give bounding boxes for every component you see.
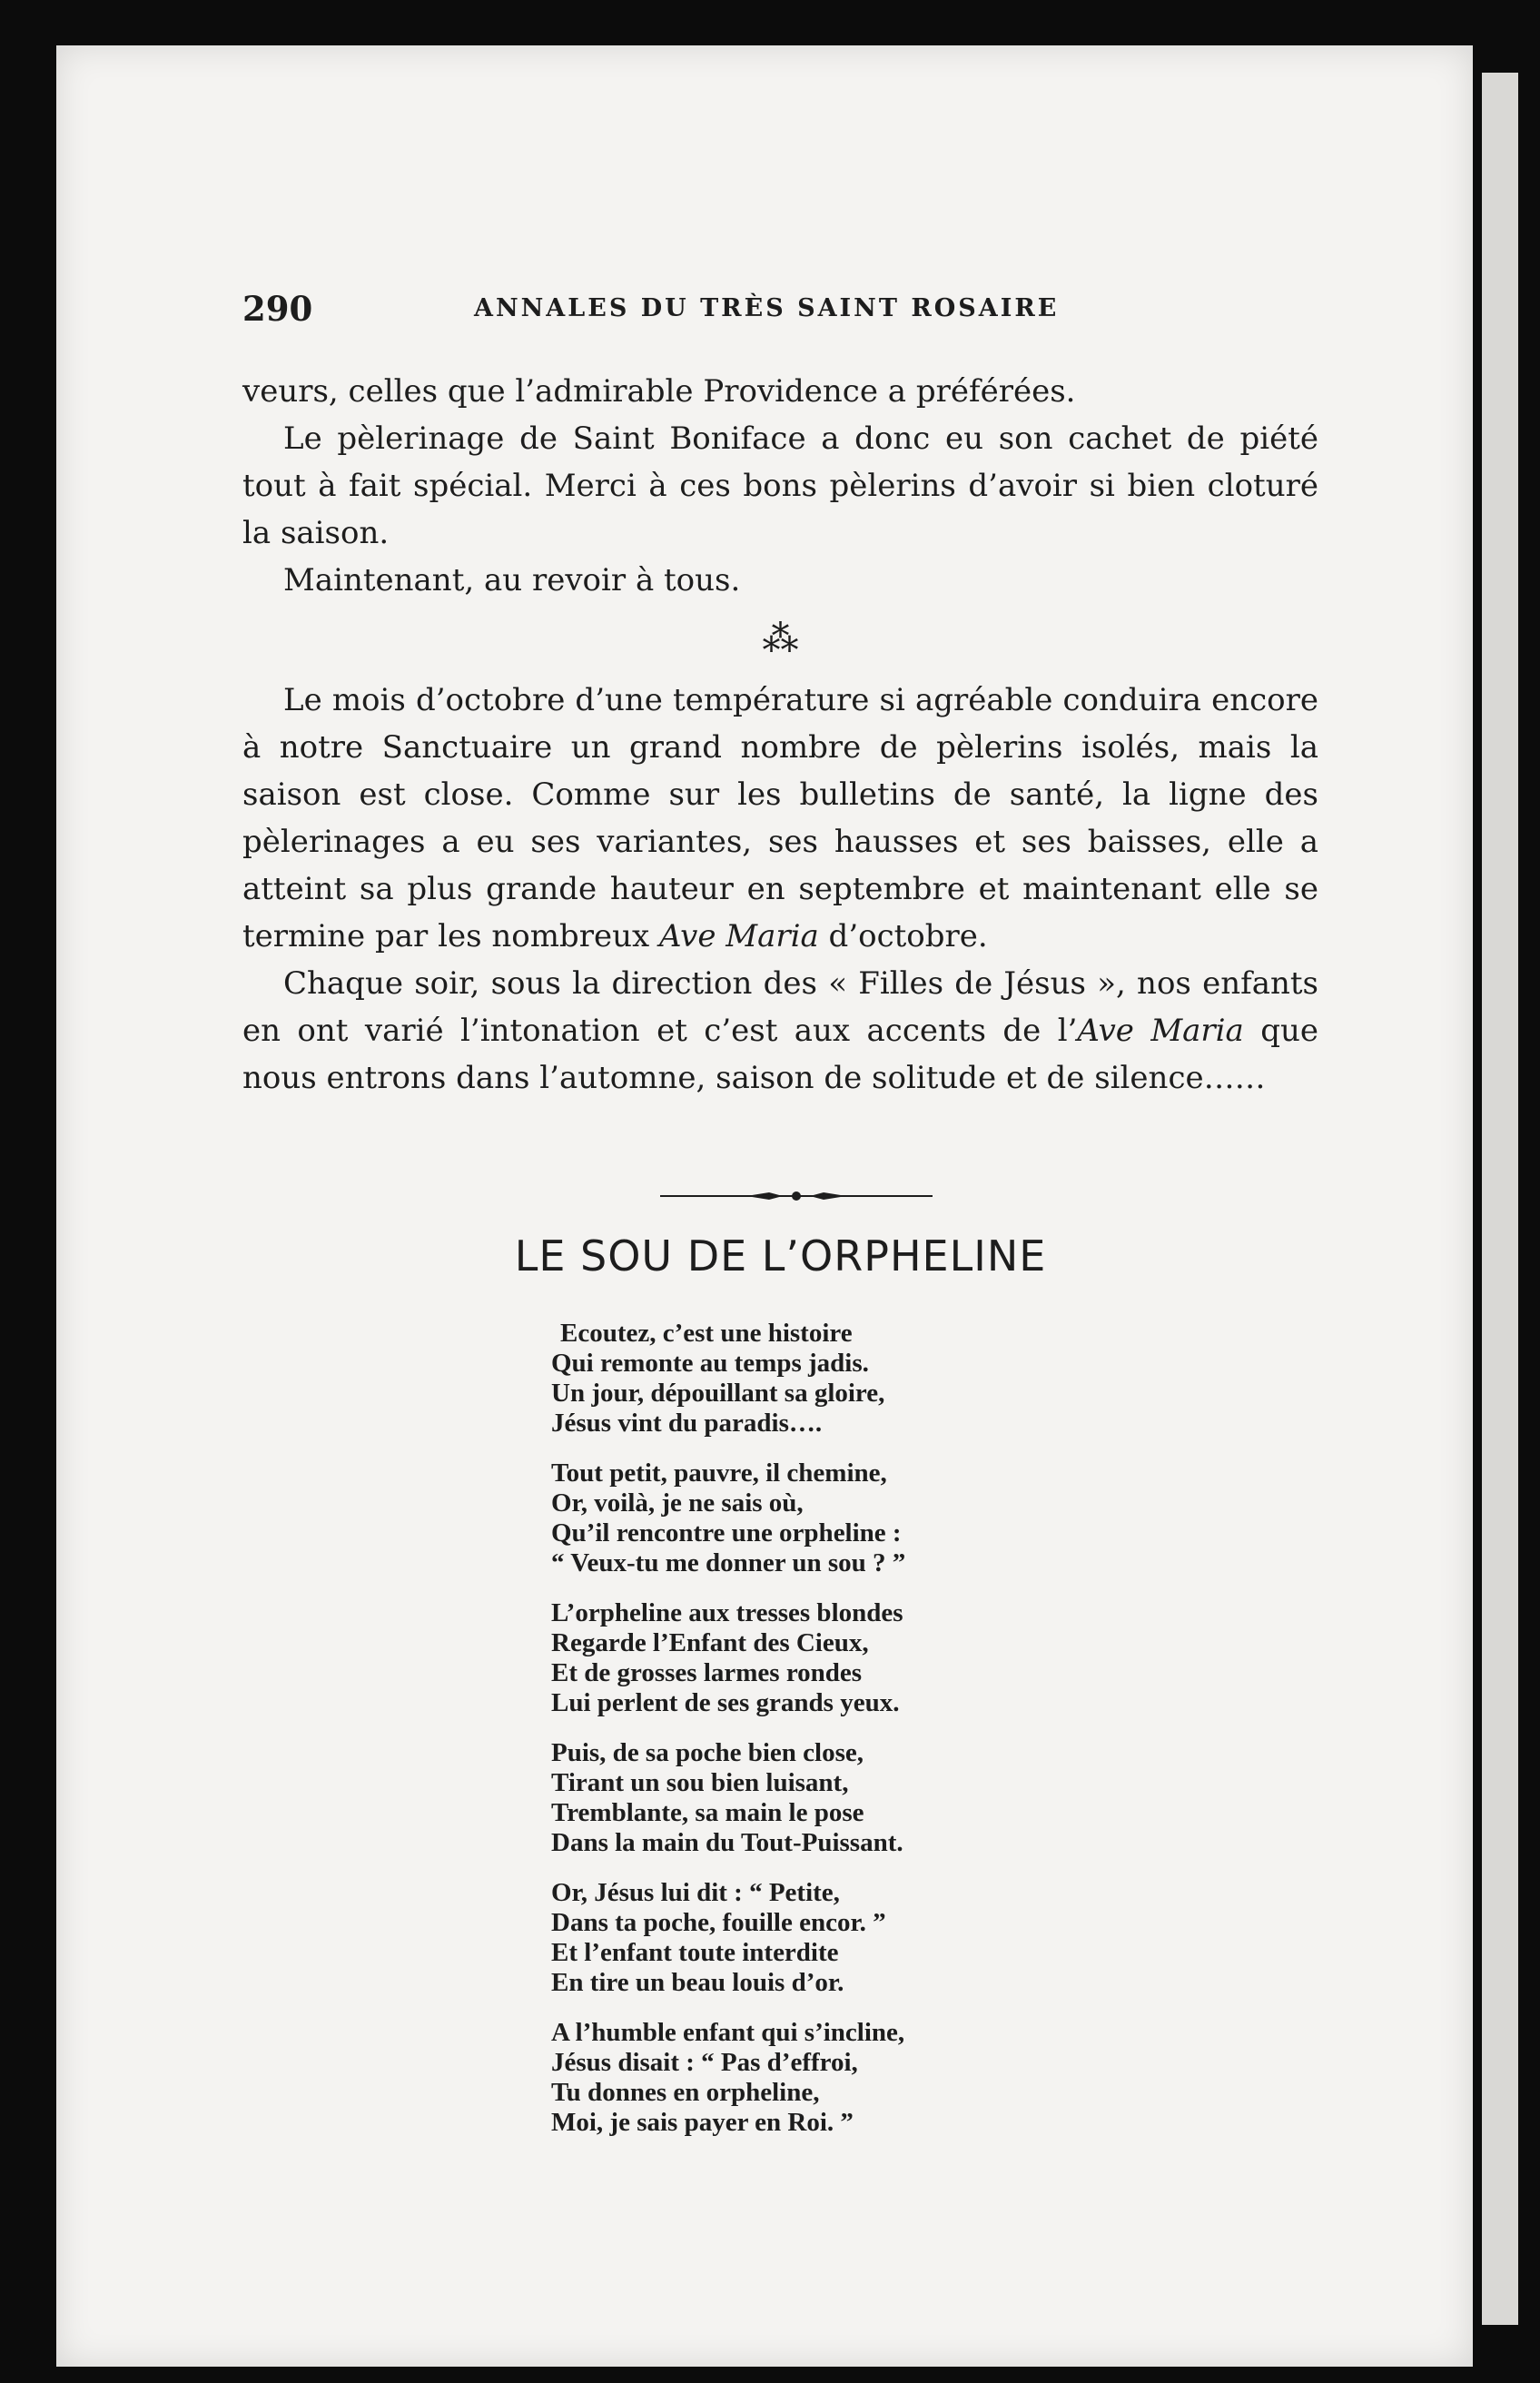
stanza (551, 2018, 1187, 2138)
asterism-separator: ⁂ (762, 618, 799, 660)
paragraph-5 (242, 960, 1318, 1102)
poem-line: L’orpheline aux tresses blondes (551, 1598, 903, 1627)
poem-line: Ecoutez, c’est une histoire (560, 1319, 853, 1348)
stanza (551, 1319, 1187, 1439)
ornament-divider-icon (660, 1192, 933, 1201)
poem-line: Tirant un sou bien luisant, (551, 1768, 849, 1797)
paragraph-4-italic: Ave Maria (658, 918, 819, 954)
poem-line: Qu’il rencontre une orpheline : (551, 1518, 902, 1547)
prose-body (242, 368, 1318, 1102)
paragraph-3: Maintenant, au revoir à tous. (283, 562, 741, 598)
poem-line: Qui remonte au temps jadis. (551, 1349, 869, 1378)
poem-line: Jésus disait : “ Pas d’effroi, (551, 2048, 858, 2077)
poem-line: Et de grosses larmes rondes (551, 1658, 863, 1687)
paragraph-5-italic: Ave Maria (1077, 1013, 1244, 1049)
poem-line: “ Veux-tu me donner un sou ? ” (551, 1548, 906, 1577)
poem-line: En tire un beau louis d’or. (551, 1968, 844, 1997)
paragraph-5-text-a: Chaque soir, sous la direction des « Filles de Jésus », nos enfants en ont varié l’intonation et c’est aux accents de l’ (242, 965, 1318, 1049)
poem-line: Et l’enfant toute interdite (551, 1938, 839, 1967)
stanza (551, 1738, 1187, 1858)
poem-line: Or, Jésus lui dit : “ Petite, (551, 1878, 840, 1907)
next-page-edge (1482, 73, 1518, 2325)
paragraph-5-text-b: que nous entrons dans l’automne, saison de solitude et de silence…… (242, 1013, 1319, 1096)
paragraph-1: veurs, celles que l’admirable Providence a préférées. (242, 373, 1076, 410)
page-number: 290 (242, 289, 313, 329)
poem-line: Dans la main du Tout-Puissant. (551, 1828, 903, 1857)
paragraph-4 (242, 677, 1318, 960)
running-head (242, 289, 1318, 343)
paragraph-4-text-a: Le mois d’octobre d’une température si agréable conduira encore à notre Sanctuaire un grand nombre de pèlerins isolés, mais la saison est close. Comme sur les bulletins de santé, la ligne des pèlerinages a eu ses variantes, ses hausses et ses baisses, elle a atteint sa plus grande hauteur en septembre et maintenant elle se termine par les nombreux (242, 682, 1318, 954)
poem-line: Puis, de sa poche bien close, (551, 1738, 864, 1767)
running-title: ANNALES DU TRÈS SAINT ROSAIRE (474, 294, 1060, 322)
paragraph-4-text-b: d’octobre. (818, 918, 988, 954)
poem-line: Lui perlent de ses grands yeux. (551, 1688, 900, 1717)
poem-line: Or, voilà, je ne sais où, (551, 1488, 804, 1518)
poem-line: A l’humble enfant qui s’incline, (551, 2018, 905, 2047)
poem-line: Un jour, dépouillant sa gloire, (551, 1379, 885, 1408)
poem-title: LE SOU DE L’ORPHELINE (514, 1231, 1047, 1280)
poem-line: Moi, je sais payer en Roi. ” (551, 2108, 854, 2137)
stanza (551, 1458, 1187, 1578)
paragraph-2: Le pèlerinage de Saint Boniface a donc eu son cachet de piété tout à fait spécial. Merci à ces bons pèlerins d’avoir si bien cloturé la saison. (242, 420, 1318, 551)
stanza (551, 1598, 1187, 1718)
poem-line: Dans ta poche, fouille encor. ” (551, 1908, 886, 1937)
stanza (551, 1878, 1187, 1998)
poem-line: Tremblante, sa main le pose (551, 1798, 864, 1827)
poem-line: Regarde l’Enfant des Cieux, (551, 1628, 869, 1657)
book-page (56, 45, 1473, 2367)
poem (551, 1319, 1187, 2158)
poem-line: Tu donnes en orpheline, (551, 2078, 820, 2107)
poem-line: Tout petit, pauvre, il chemine, (551, 1458, 887, 1488)
poem-line: Jésus vint du paradis…. (551, 1409, 823, 1438)
